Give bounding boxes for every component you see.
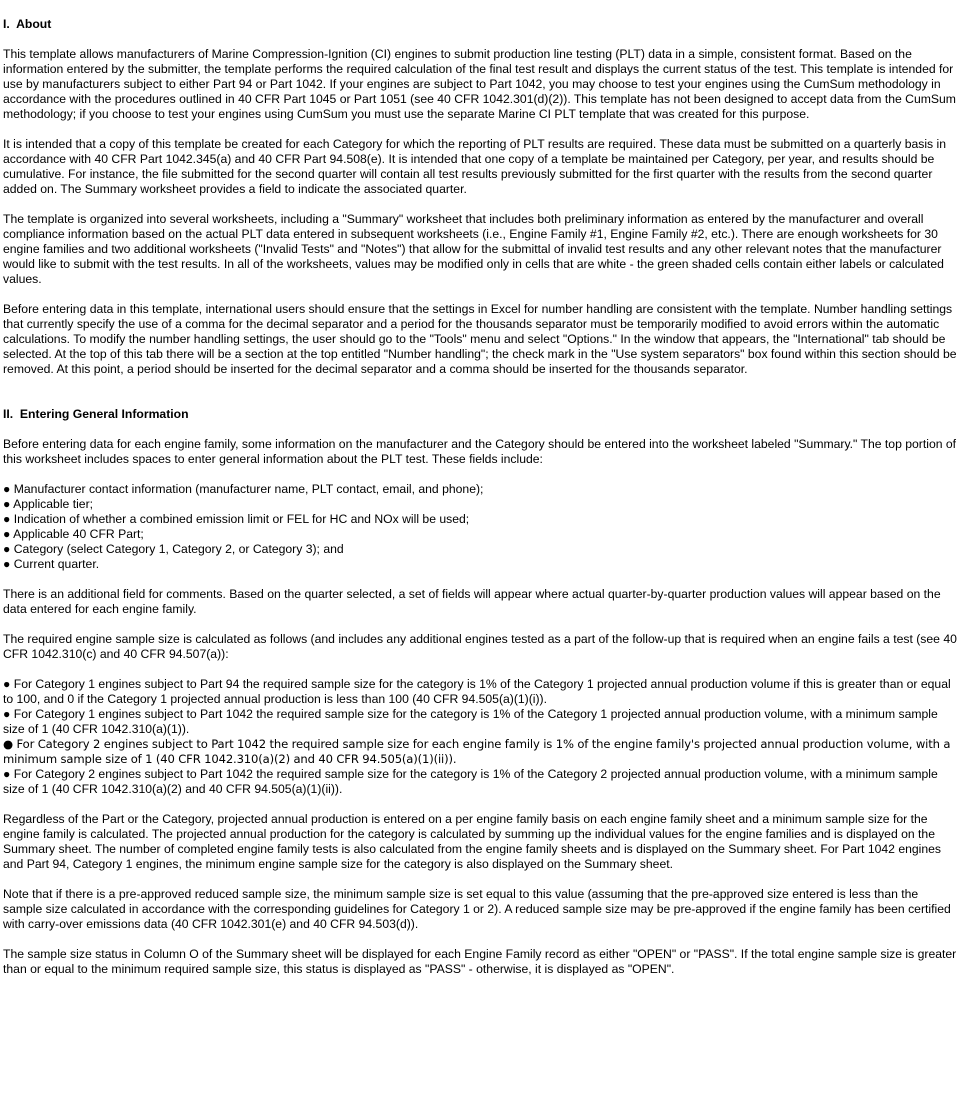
sample-size-rules-list [3,677,957,797]
spacer [3,377,957,407]
list-item [3,482,957,497]
list-item-text: Current quarter. [13,557,100,571]
list-item [3,737,957,767]
list-item-text: Applicable tier; [13,497,94,511]
list-item-text: Applicable 40 CFR Part; [13,527,144,541]
list-item-text: Category (select Category 1, Category 2, or Category 3); and [13,542,344,556]
list-item-text: Manufacturer contact information (manufacturer name, PLT contact, email, and phone); [13,482,484,496]
list-item-text: For Category 2 engines subject to Part 1042 the required sample size for each engine family is 1% of the engine family's projected annual production volume, with a minimum sample size of 1 (40 CFR 1042.310(a)(2) and 40 CFR 94.505(a)(1)(ii)). [3,737,951,766]
about-heading: I. About [3,17,52,31]
list-item [3,497,957,512]
list-item [3,557,957,572]
list-item-text: For Category 1 engines subject to Part 94 the required sample size for the category is 1% of the Category 1 projected annual production volume if this is greater than or equal to 100, and 0 if the Category 1 projected annual production is less than 100 (40 CFR 94.505(a)(1)(i)). [3,677,951,706]
spacer [3,122,957,137]
spacer [3,932,957,947]
about-paragraph-3: The template is organized into several worksheets, including a "Summary" worksheet that includes both preliminary information as entered by the manufacturer and overall compliance information based on the actual PLT data entered in subsequent worksheets (i.e., Engine Family #1, Engine Family #2, etc.). There are enough worksheets for 30 engine families and two additional worksheets ("Invalid Tests" and "Notes") that allow for the submittal of invalid test results and any other relevant notes that the manufacturer would like to submit with the test results. In all of the worksheets, values may be modified only in cells that are white - the green shaded cells contain either labels or calculated values. [3,212,944,286]
bullet-icon: ● [3,557,14,571]
list-item [3,512,957,527]
list-item [3,707,957,737]
spacer [3,617,957,632]
spacer [3,662,957,677]
bullet-icon: ● [3,767,14,781]
sample-status-paragraph: The sample size status in Column O of the Summary sheet will be displayed for each Engine Family record as either "OPEN" or "PASS". If the total engine sample size is greater than or equal to the minimum required sample size, this status is displayed as "PASS" - otherwise, it is displayed as "OPEN". [3,947,957,976]
general-intro-paragraph: Before entering data for each engine family, some information on the manufacturer and the Category should be entered into the worksheet labeled "Summary." The top portion of this worksheet includes spaces to enter general information about the PLT test. These fields include: [3,437,957,466]
bullet-icon: ● [3,482,14,496]
bullet-icon: ● [3,497,14,511]
list-item-text: Indication of whether a combined emission limit or FEL for HC and NOx will be used; [13,512,470,526]
comments-paragraph: There is an additional field for comments. Based on the quarter selected, a set of fields will appear where actual quarter-by-quarter production values will appear based on the data entered for each engine family. [3,587,941,616]
about-paragraph-4: Before entering data in this template, international users should ensure that the settings in Excel for number handling are consistent with the template. Number handling settings that currently specify the use of a comma for the decimal separator and a period for the thousands separator must be temporarily modified to avoid errors within the automatic calculations. To modify the number handling settings, the user should go to the "Tools" menu and select "Options." In the window that appears, the "International" tab should be selected. At the top of this tab there will be a section at the top entitled "Number handling"; the check mark in the "Use system separators" box found within this section should be removed. At this point, a period should be inserted for the decimal separator and a comma should be inserted for the thousands separator. [3,302,957,376]
list-item-text: For Category 1 engines subject to Part 1042 the required sample size for the category is 1% of the Category 1 projected annual production volume, with a minimum sample size of 1 (40 CFR 1042.310(a)(1)). [3,707,938,736]
bullet-icon: ● [3,737,17,751]
bullet-icon: ● [3,512,14,526]
about-paragraph-1: This template allows manufacturers of Marine Compression-Ignition (CI) engines to submit production line testing (PLT) data in a simple, consistent format. Based on the information entered by the submitter, the template performs the required calculation of the final test result and displays the current status of the test. This template is intended for use by manufacturers subject to either Part 94 or Part 1042. If your engines are subject to Part 1042, you may choose to test your engines using the CumSum methodology in accordance with the procedures outlined in 40 CFR Part 1045 or Part 1051 (see 40 CFR 1042.301(d)(2)). This template has not been designed to accept data from the CumSum methodology; if you choose to test your engines using CumSum you must use the separate Marine CI PLT template that was created for this purpose. [3,47,956,121]
spacer [3,467,957,482]
bullet-icon: ● [3,707,14,721]
spacer [3,197,957,212]
list-item [3,542,957,557]
list-item-text: For Category 2 engines subject to Part 1042 the required sample size for the category is 1% of the Category 2 projected annual production volume, with a minimum sample size of 1 (40 CFR 1042.310(a)(2) and 40 CFR 94.505(a)(1)(ii)). [3,767,938,796]
spacer [3,572,957,587]
bullet-icon: ● [3,677,14,691]
spacer [3,872,957,887]
about-paragraph-2: It is intended that a copy of this template be created for each Category for which the reporting of PLT results are required. These data must be submitted on a quarterly basis in accordance with 40 CFR Part 1042.345(a) and 40 CFR Part 94.508(e). It is intended that one copy of a template be maintained per Category, per year, and results should be cumulative. For instance, the file submitted for the second quarter will contain all test results previously submitted for the first quarter with the results from the second quarter added on. The Summary worksheet provides a field to indicate the associated quarter. [3,137,947,196]
bullet-icon: ● [3,542,14,556]
spacer [3,32,957,47]
bullet-icon: ● [3,527,14,541]
list-item [3,677,957,707]
sample-size-intro-paragraph: The required engine sample size is calculated as follows (and includes any additional engines tested as a part of the follow-up that is required when an engine fails a test (see 40 CFR 1042.310(c) and 40 CFR 94.507(a)): [3,632,957,661]
regardless-paragraph: Regardless of the Part or the Category, projected annual production is entered on a per engine family basis on each engine family sheet and a minimum sample size for the engine family is calculated. The projected annual production for the category is calculated by summing up the individual values for the engine families and is displayed on the Summary sheet. The number of completed engine family tests is also calculated from the engine family sheets and is displayed on the Summary sheet. For Part 1042 engines and Part 94, Category 1 engines, the minimum engine sample size for the category is also displayed on the Summary sheet. [3,812,942,871]
spacer [3,287,957,302]
list-item [3,767,957,797]
spacer [3,422,957,437]
spacer [3,797,957,812]
list-item [3,527,957,542]
pre-approved-note-paragraph: Note that if there is a pre-approved reduced sample size, the minimum sample size is set equal to this value (assuming that the pre-approved size entered is less than the sample size calculated in accordance with the corresponding guidelines for Category 1 or 2). A reduced sample size may be pre-approved if the engine family has been certified with carry-over emissions data (40 CFR 1042.301(e) and 40 CFR 94.503(d)). [3,887,951,931]
general-info-heading: II. Entering General Information [3,407,189,421]
general-fields-list [3,482,957,572]
